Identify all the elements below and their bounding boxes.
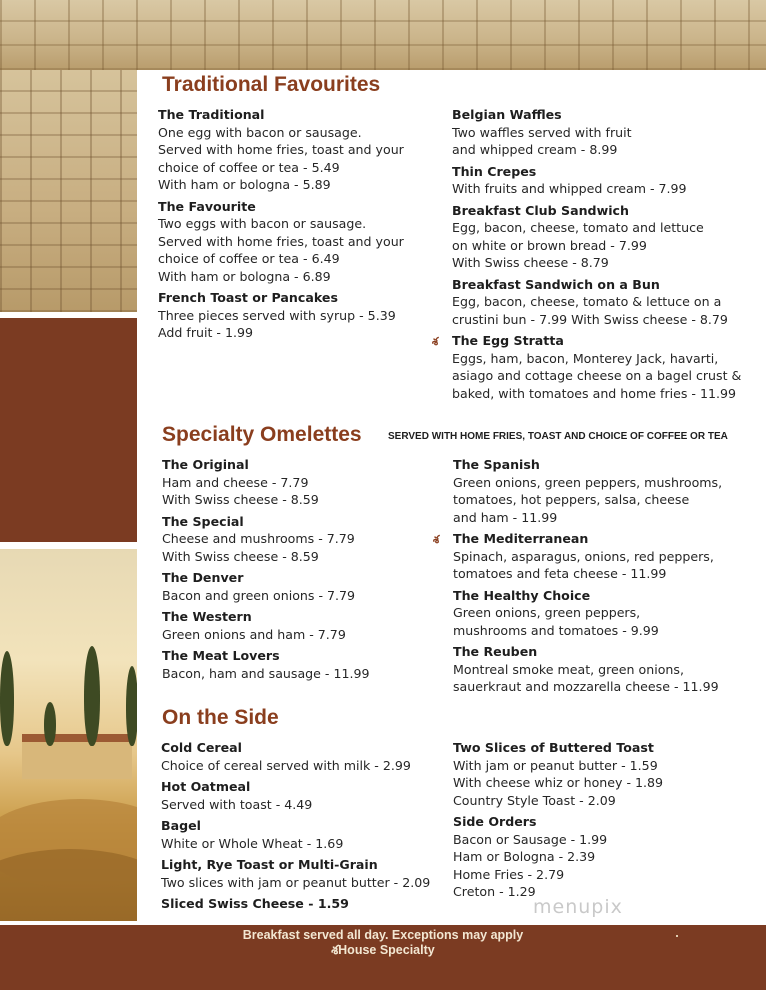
menu-item-name bbox=[161, 895, 461, 913]
menu-item bbox=[452, 106, 764, 159]
brown-accent-block bbox=[0, 318, 137, 542]
flourish-icon: శ bbox=[331, 943, 339, 957]
menu-item-name bbox=[453, 587, 763, 605]
section-title-side: On the Side bbox=[162, 706, 279, 729]
menu-item-name bbox=[452, 276, 764, 294]
side-right-column bbox=[453, 739, 753, 905]
menu-item bbox=[432, 332, 764, 402]
menu-item-name bbox=[452, 106, 764, 124]
menu-item-title: The Special bbox=[162, 513, 244, 529]
menu-item-title: The Healthy Choice bbox=[453, 587, 591, 603]
menu-item-name bbox=[453, 739, 753, 757]
menu-item-description: baked, with tomatoes and home fries - 11.99 bbox=[452, 385, 737, 401]
menu-item bbox=[453, 643, 763, 696]
cypress-tree bbox=[84, 646, 100, 746]
menu-item-description: Creton - 1.29 bbox=[453, 884, 536, 899]
menu-item-name bbox=[161, 817, 461, 835]
wine-corks-banner bbox=[0, 0, 766, 70]
menu-item-description: Green onions, green peppers, mushrooms, bbox=[453, 474, 723, 490]
traditional-left-column bbox=[158, 106, 458, 346]
footer-legend-label: House Specialty bbox=[338, 943, 435, 957]
watermark-text: menupix bbox=[533, 896, 623, 918]
menu-item-description: Served with toast - 4.49 bbox=[161, 796, 313, 812]
cypress-tree bbox=[44, 702, 56, 746]
menu-item bbox=[162, 647, 462, 682]
menu-item-title: Side Orders bbox=[453, 814, 537, 829]
menu-item-description: With ham or bologna - 6.89 bbox=[158, 268, 331, 284]
menu-item-description: and ham - 11.99 bbox=[453, 509, 558, 525]
menu-item-description: Two waffles served with fruit bbox=[452, 124, 632, 140]
menu-item-description: With Swiss cheese - 8.59 bbox=[162, 492, 319, 507]
menu-item-title: The Favourite bbox=[158, 198, 256, 214]
footer-bar bbox=[0, 925, 766, 990]
menu-item-description: With fruits and whipped cream - 7.99 bbox=[452, 181, 687, 196]
menu-item bbox=[453, 813, 753, 901]
menu-item-name bbox=[161, 778, 461, 796]
footer-dot bbox=[676, 935, 678, 937]
menu-item-description: Served with home fries, toast and your bbox=[158, 233, 404, 249]
menu-item-name bbox=[452, 202, 764, 220]
menu-item-name bbox=[432, 332, 764, 350]
menu-item-description: Two eggs with bacon or sausage. bbox=[158, 216, 367, 231]
menu-item-description: Home Fries - 2.79 bbox=[453, 866, 565, 882]
menu-item-name bbox=[158, 106, 458, 124]
menu-item-description: and whipped cream - 8.99 bbox=[452, 142, 618, 157]
menu-item-description: Green onions, green peppers, bbox=[453, 605, 641, 620]
menu-item-title: The Meat Lovers bbox=[162, 648, 280, 663]
menu-item-description: Montreal smoke meat, green onions, bbox=[453, 661, 684, 677]
menu-item-name bbox=[453, 643, 763, 661]
menu-item-title: The Original bbox=[162, 457, 249, 472]
cypress-tree bbox=[126, 666, 137, 746]
section-title-omelettes: Specialty Omelettes bbox=[162, 423, 362, 446]
menu-item-title: The Egg Stratta bbox=[452, 333, 564, 348]
menu-item-title: Bagel bbox=[161, 818, 201, 833]
menu-item-name bbox=[452, 163, 764, 181]
menu-item-title: Hot Oatmeal bbox=[161, 779, 251, 794]
menu-item-description: tomatoes, hot peppers, salsa, cheese bbox=[453, 492, 690, 507]
menu-item bbox=[158, 106, 458, 194]
flourish-icon: శ bbox=[433, 533, 440, 546]
menu-item bbox=[158, 289, 458, 342]
menu-item-description: One egg with bacon or sausage. bbox=[158, 124, 362, 140]
omelettes-right-column bbox=[433, 456, 763, 700]
menu-item-description: With Swiss cheese - 8.59 bbox=[162, 548, 319, 564]
menu-item bbox=[452, 163, 764, 198]
menu-item-description: Eggs, ham, bacon, Monterey Jack, havarti, bbox=[452, 350, 719, 366]
menu-item bbox=[162, 569, 462, 604]
menu-item-description: Egg, bacon, cheese, tomato and lettuce bbox=[452, 220, 704, 235]
menu-item-description: Bacon and green onions - 7.79 bbox=[162, 587, 356, 603]
menu-item bbox=[453, 587, 763, 640]
menu-item-title: Sliced Swiss Cheese - 1.59 bbox=[161, 896, 349, 911]
menu-item-description: Bacon or Sausage - 1.99 bbox=[453, 831, 608, 847]
menu-item-description: With cheese whiz or honey - 1.89 bbox=[453, 775, 664, 790]
menu-item-title: Cold Cereal bbox=[161, 740, 242, 755]
menu-item-name bbox=[162, 513, 462, 531]
menu-item-title: French Toast or Pancakes bbox=[158, 290, 338, 305]
menu-item-description: Add fruit - 1.99 bbox=[158, 325, 254, 340]
menu-item bbox=[162, 456, 462, 509]
menu-item-description: sauerkraut and mozzarella cheese - 11.99 bbox=[453, 679, 719, 694]
traditional-right-column bbox=[432, 106, 764, 406]
menu-item-title: Thin Crepes bbox=[452, 163, 537, 179]
menu-item-name bbox=[158, 198, 458, 216]
omelettes-left-column bbox=[162, 456, 462, 686]
menu-item-description: With Swiss cheese - 8.79 bbox=[452, 255, 609, 270]
side-left-column bbox=[161, 739, 461, 917]
section-title-traditional: Traditional Favourites bbox=[162, 73, 381, 96]
menu-item-description: Cheese and mushrooms - 7.79 bbox=[162, 531, 355, 546]
menu-item-description: crustini bun - 7.99 With Swiss cheese - 8.79 bbox=[452, 311, 728, 327]
menu-item-name bbox=[162, 456, 462, 474]
menu-item-description: on white or brown bread - 7.99 bbox=[452, 237, 647, 253]
flourish-icon: శ bbox=[432, 335, 439, 348]
menu-item-title: Light, Rye Toast or Multi-Grain bbox=[161, 857, 378, 872]
menu-item-title: The Traditional bbox=[158, 107, 265, 122]
footer-note: Breakfast served all day. Exceptions may apply bbox=[242, 928, 524, 942]
menu-item bbox=[161, 895, 461, 913]
menu-item-description: With jam or peanut butter - 1.59 bbox=[453, 757, 658, 773]
menu-item-name bbox=[162, 647, 462, 665]
menu-item bbox=[161, 856, 461, 891]
footer-legend bbox=[0, 943, 766, 961]
menu-item-name bbox=[162, 608, 462, 626]
menu-item-title: The Western bbox=[162, 609, 252, 624]
menu-item-name bbox=[162, 569, 462, 587]
menu-item-description: Served with home fries, toast and your bbox=[158, 142, 404, 157]
menu-item-name bbox=[158, 289, 458, 307]
menu-item-description: Three pieces served with syrup - 5.39 bbox=[158, 307, 396, 323]
menu-item bbox=[452, 276, 764, 329]
menu-item-title: The Mediterranean bbox=[453, 531, 589, 546]
menu-item bbox=[158, 198, 458, 286]
menu-item-name bbox=[161, 856, 461, 874]
menu-item-description: Country Style Toast - 2.09 bbox=[453, 792, 616, 808]
tuscan-landscape-image bbox=[0, 549, 137, 921]
menu-item-description: tomatoes and feta cheese - 11.99 bbox=[453, 566, 667, 581]
menu-item bbox=[452, 202, 764, 272]
menu-item-name bbox=[453, 456, 763, 474]
menu-item bbox=[161, 817, 461, 852]
menu-item-description: Ham or Bologna - 2.39 bbox=[453, 849, 596, 864]
menu-item-name bbox=[161, 739, 461, 757]
menu-item-description: Spinach, asparagus, onions, red peppers, bbox=[453, 548, 714, 564]
cypress-tree bbox=[0, 651, 14, 746]
menu-item-description: White or Whole Wheat - 1.69 bbox=[161, 835, 344, 851]
menu-item-title: The Reuben bbox=[453, 644, 538, 659]
menu-item-name bbox=[453, 813, 753, 831]
menu-item bbox=[433, 530, 763, 583]
menu-item-description: Egg, bacon, cheese, tomato & lettuce on a bbox=[452, 294, 722, 309]
menu-item bbox=[162, 513, 462, 566]
menu-item-description: mushrooms and tomatoes - 9.99 bbox=[453, 622, 659, 638]
menu-item-name bbox=[433, 530, 763, 548]
menu-item-title: The Denver bbox=[162, 570, 244, 585]
menu-item bbox=[161, 739, 461, 774]
menu-item-description: Bacon, ham and sausage - 11.99 bbox=[162, 665, 370, 681]
wine-corks-side-image bbox=[0, 70, 137, 312]
farmhouse-shape bbox=[22, 734, 132, 779]
menu-item-description: Two slices with jam or peanut butter - 2.09 bbox=[161, 874, 431, 890]
section-subtitle-omelettes: SERVED WITH HOME FRIES, TOAST AND CHOICE OF COFFEE OR TEA bbox=[388, 431, 728, 442]
menu-item-description: Choice of cereal served with milk - 2.99 bbox=[161, 757, 411, 773]
menu-item bbox=[162, 608, 462, 643]
menu-item-description: choice of coffee or tea - 5.49 bbox=[158, 159, 340, 175]
menu-item-title: The Spanish bbox=[453, 457, 540, 472]
field-shape bbox=[0, 849, 137, 921]
menu-item-description: With ham or bologna - 5.89 bbox=[158, 177, 331, 192]
menu-item-title: Breakfast Sandwich on a Bun bbox=[452, 276, 660, 292]
menu-item-title: Belgian Waffles bbox=[452, 107, 562, 122]
menu-item bbox=[453, 456, 763, 526]
menu-item-description: asiago and cottage cheese on a bagel crust & bbox=[452, 368, 742, 383]
menu-item-description: Ham and cheese - 7.79 bbox=[162, 474, 309, 490]
menu-item-description: Green onions and ham - 7.79 bbox=[162, 626, 346, 642]
menu-item bbox=[161, 778, 461, 813]
menu-item bbox=[453, 739, 753, 809]
menu-item-description: choice of coffee or tea - 6.49 bbox=[158, 251, 340, 266]
menu-item-title: Breakfast Club Sandwich bbox=[452, 202, 629, 218]
menu-item-title: Two Slices of Buttered Toast bbox=[453, 740, 654, 755]
